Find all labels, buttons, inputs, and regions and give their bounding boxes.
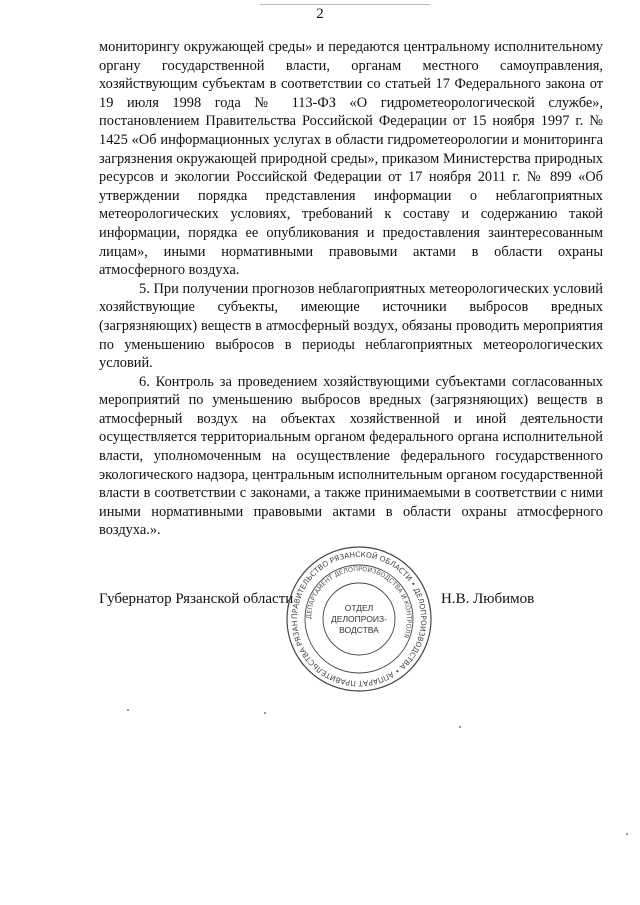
paragraph-continuation: мониторингу окружающей среды» и передаются центральному исполнительному органу государственной власти, органам местного самоуправления, хозяйствующим субъектам в соответствии со статьей 17 Федерального закона от 19 июля 1998 года № 113-ФЗ «О гидрометеорологической службе», постановлением Правительства Российской Федерации от 15 ноября 1997 г. № 1425 «Об информационных услугах в области гидрометеорологии и мониторинга загрязнения окружающей природной среды», приказом Министерства природных ресурсов и экологии Российской Федерации от 17 ноября 2011 г. № 899 «Об утверждении порядка представления информации о неблагоприятных метеорологических условиях, требований к составу и содержанию такой информации, порядка ее опубликования и предоставления заинтересованным лицам», иными нормативными правовыми актами в области охраны атмосферного воздуха. bbox=[99, 39, 603, 279]
seal-line-3: ВОДСТВА bbox=[339, 624, 379, 635]
scan-speck bbox=[626, 833, 628, 835]
seal-inner-ring-text: ДЕПАРТАМЕНТ ДЕЛОПРОИЗВОДСТВА И КОНТРОЛЯ bbox=[304, 564, 414, 640]
page-number: 2 bbox=[316, 6, 324, 22]
scan-speck bbox=[127, 709, 129, 711]
seal-line-2: ДЕЛОПРОИЗ- bbox=[331, 613, 387, 624]
signatory-name: Н.В. Любимов bbox=[441, 591, 535, 607]
seal-line-1: ОТДЕЛ bbox=[344, 602, 374, 613]
top-rule bbox=[260, 4, 430, 5]
seal-center bbox=[331, 591, 387, 647]
seal-outer-text: ПРАВИТЕЛЬСТВО РЯЗАНСКОЙ ОБЛАСТИ • ДЕЛОПРОИЗВОДСТВА • АППАРАТ ПРАВИТЕЛЬСТВА РЯЗАН bbox=[289, 549, 429, 689]
scan-speck bbox=[264, 712, 266, 714]
document-body bbox=[99, 38, 603, 540]
paragraph-item-6: 6. Контроль за проведением хозяйствующими субъектами согласованных мероприятий по уменьшению выбросов вредных (загрязняющих) веществ в атмосферный воздух на объектах хозяйственной и иной деятельности осуществляется территориальным органом федерального органа исполнительной власти, уполномоченным на осуществление федерального государственного экологического надзора, центральным исполнительным органом государственной власти в соответствии с законами, а также принимаемыми в соответствии с ними иными нормативными правовыми актами в области охраны атмосферного воздуха.». bbox=[99, 373, 603, 539]
paragraph-item-5: 5. При получении прогнозов неблагоприятных метеорологических условий хозяйствующие субъекты, имеющие источники выбросов вредных (загрязняющих) веществ в атмосферный воздух, обязаны проводить мероприятия по уменьшению выбросов в периоды неблагоприятных метеорологических условий. bbox=[99, 280, 603, 372]
signatory-title: Губернатор Рязанской области bbox=[99, 591, 294, 607]
scan-speck bbox=[459, 726, 461, 728]
official-seal-stamp bbox=[283, 543, 435, 695]
